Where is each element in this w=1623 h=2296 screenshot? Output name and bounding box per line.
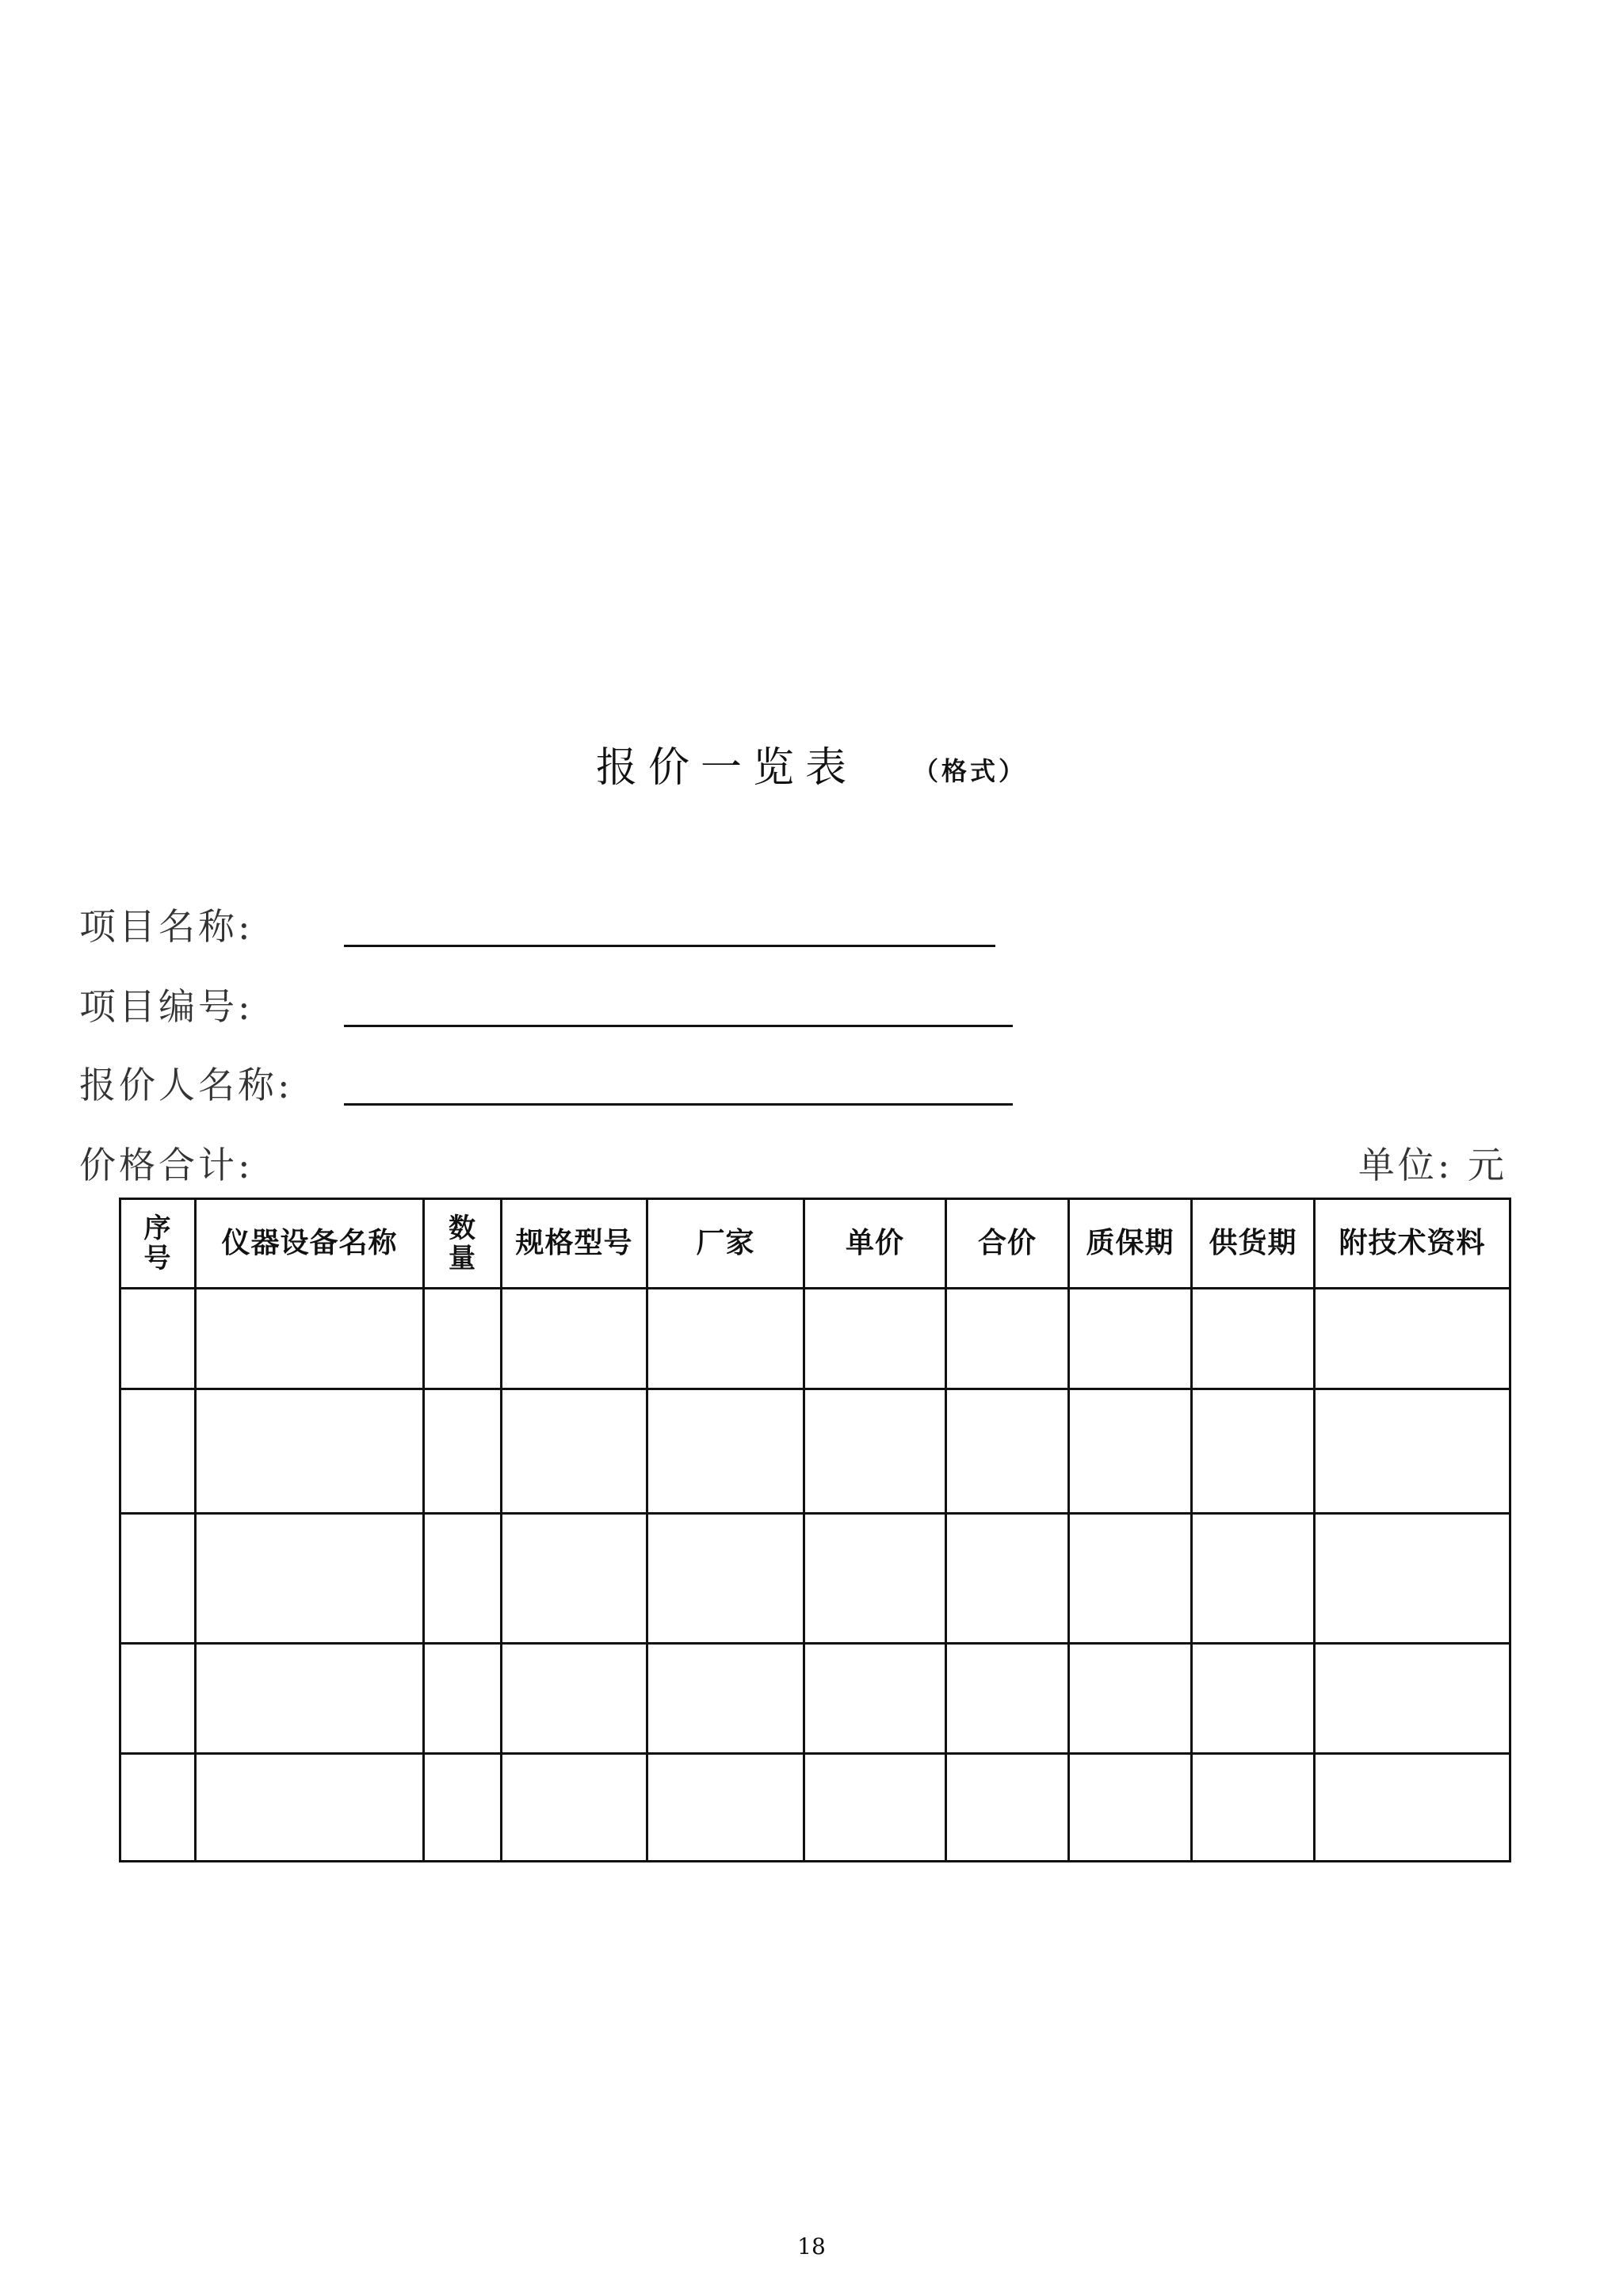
header-label: 质保期 — [1086, 1227, 1174, 1259]
table-cell[interactable] — [120, 1389, 196, 1514]
table-cell[interactable] — [1069, 1754, 1192, 1862]
header-label: 序号 — [143, 1213, 172, 1274]
table-cell[interactable] — [804, 1389, 946, 1514]
table-cell[interactable] — [424, 1754, 502, 1862]
table-cell[interactable] — [1069, 1644, 1192, 1754]
table-cell[interactable] — [946, 1289, 1069, 1389]
header-cell — [196, 1199, 424, 1289]
header-label: 附技术资料 — [1338, 1227, 1486, 1259]
header-label: 仪器设备名称 — [221, 1227, 398, 1259]
header-cell — [1069, 1199, 1192, 1289]
table-cell[interactable] — [1315, 1754, 1510, 1862]
table-cell[interactable] — [647, 1514, 804, 1644]
table-cell[interactable] — [120, 1644, 196, 1754]
table-cell[interactable] — [647, 1389, 804, 1514]
table-cell[interactable] — [120, 1514, 196, 1644]
table-cell[interactable] — [647, 1754, 804, 1862]
header-label: 单价 — [845, 1227, 904, 1259]
header-cell — [502, 1199, 647, 1289]
header-label: 数量 — [449, 1213, 476, 1274]
table-cell[interactable] — [647, 1644, 804, 1754]
table-cell[interactable] — [196, 1514, 424, 1644]
table-cell[interactable] — [647, 1289, 804, 1389]
table-row — [120, 1289, 1510, 1389]
header-cell — [1192, 1199, 1315, 1289]
table-cell[interactable] — [196, 1754, 424, 1862]
header-label: 供货期 — [1209, 1227, 1297, 1259]
table-cell[interactable] — [502, 1389, 647, 1514]
table-cell[interactable] — [196, 1644, 424, 1754]
title-sub: （格式） — [913, 755, 1028, 786]
project-number-label: 项目编号: — [79, 985, 254, 1028]
table-row — [120, 1644, 1510, 1754]
table-cell[interactable] — [1069, 1389, 1192, 1514]
bidder-name-field[interactable] — [344, 1103, 1013, 1106]
header-cell — [120, 1199, 196, 1289]
table-cell[interactable] — [502, 1514, 647, 1644]
table-cell[interactable] — [804, 1289, 946, 1389]
table-cell[interactable] — [196, 1389, 424, 1514]
table-cell[interactable] — [196, 1289, 424, 1389]
table-cell[interactable] — [1315, 1289, 1510, 1389]
table-cell[interactable] — [120, 1289, 196, 1389]
table-cell[interactable] — [502, 1754, 647, 1862]
table-row — [120, 1514, 1510, 1644]
table-cell[interactable] — [1069, 1514, 1192, 1644]
header-label: 规格型号 — [515, 1227, 633, 1259]
table-cell[interactable] — [1192, 1754, 1315, 1862]
project-name-label: 项目名称: — [79, 905, 254, 948]
table-cell[interactable] — [804, 1754, 946, 1862]
table-cell[interactable] — [804, 1644, 946, 1754]
bidder-name-label: 报价人名称: — [79, 1064, 293, 1106]
page-number: 18 — [797, 2233, 826, 2260]
table-header-row — [120, 1199, 1510, 1289]
header-label: 合价 — [977, 1227, 1037, 1259]
header-label: 厂家 — [696, 1227, 755, 1259]
table-cell[interactable] — [424, 1389, 502, 1514]
table-row — [120, 1389, 1510, 1514]
header-cell — [946, 1199, 1069, 1289]
price-total-label: 价格合计: — [79, 1144, 254, 1186]
unit-label: 单位: 元 — [1358, 1144, 1507, 1186]
table-cell[interactable] — [502, 1644, 647, 1754]
table-cell[interactable] — [1192, 1389, 1315, 1514]
page-title — [0, 740, 1623, 799]
table-cell[interactable] — [946, 1514, 1069, 1644]
table-cell[interactable] — [424, 1514, 502, 1644]
header-cell — [804, 1199, 946, 1289]
table-cell[interactable] — [424, 1289, 502, 1389]
quote-table — [119, 1198, 1511, 1862]
table-cell[interactable] — [946, 1389, 1069, 1514]
header-cell — [1315, 1199, 1510, 1289]
project-name-field[interactable] — [344, 945, 995, 947]
header-cell — [647, 1199, 804, 1289]
table-cell[interactable] — [1315, 1514, 1510, 1644]
table-cell[interactable] — [946, 1644, 1069, 1754]
table-cell[interactable] — [1315, 1389, 1510, 1514]
table-row — [120, 1754, 1510, 1862]
table-cell[interactable] — [1192, 1289, 1315, 1389]
header-cell — [424, 1199, 502, 1289]
table-cell[interactable] — [424, 1644, 502, 1754]
table-cell[interactable] — [1192, 1644, 1315, 1754]
table-cell[interactable] — [120, 1754, 196, 1862]
table-cell[interactable] — [804, 1514, 946, 1644]
table-cell[interactable] — [1315, 1644, 1510, 1754]
table-cell[interactable] — [502, 1289, 647, 1389]
table-cell[interactable] — [1069, 1289, 1192, 1389]
table-cell[interactable] — [946, 1754, 1069, 1862]
project-number-field[interactable] — [344, 1025, 1013, 1027]
title-main: 报价一览表 — [595, 744, 857, 792]
table-cell[interactable] — [1192, 1514, 1315, 1644]
